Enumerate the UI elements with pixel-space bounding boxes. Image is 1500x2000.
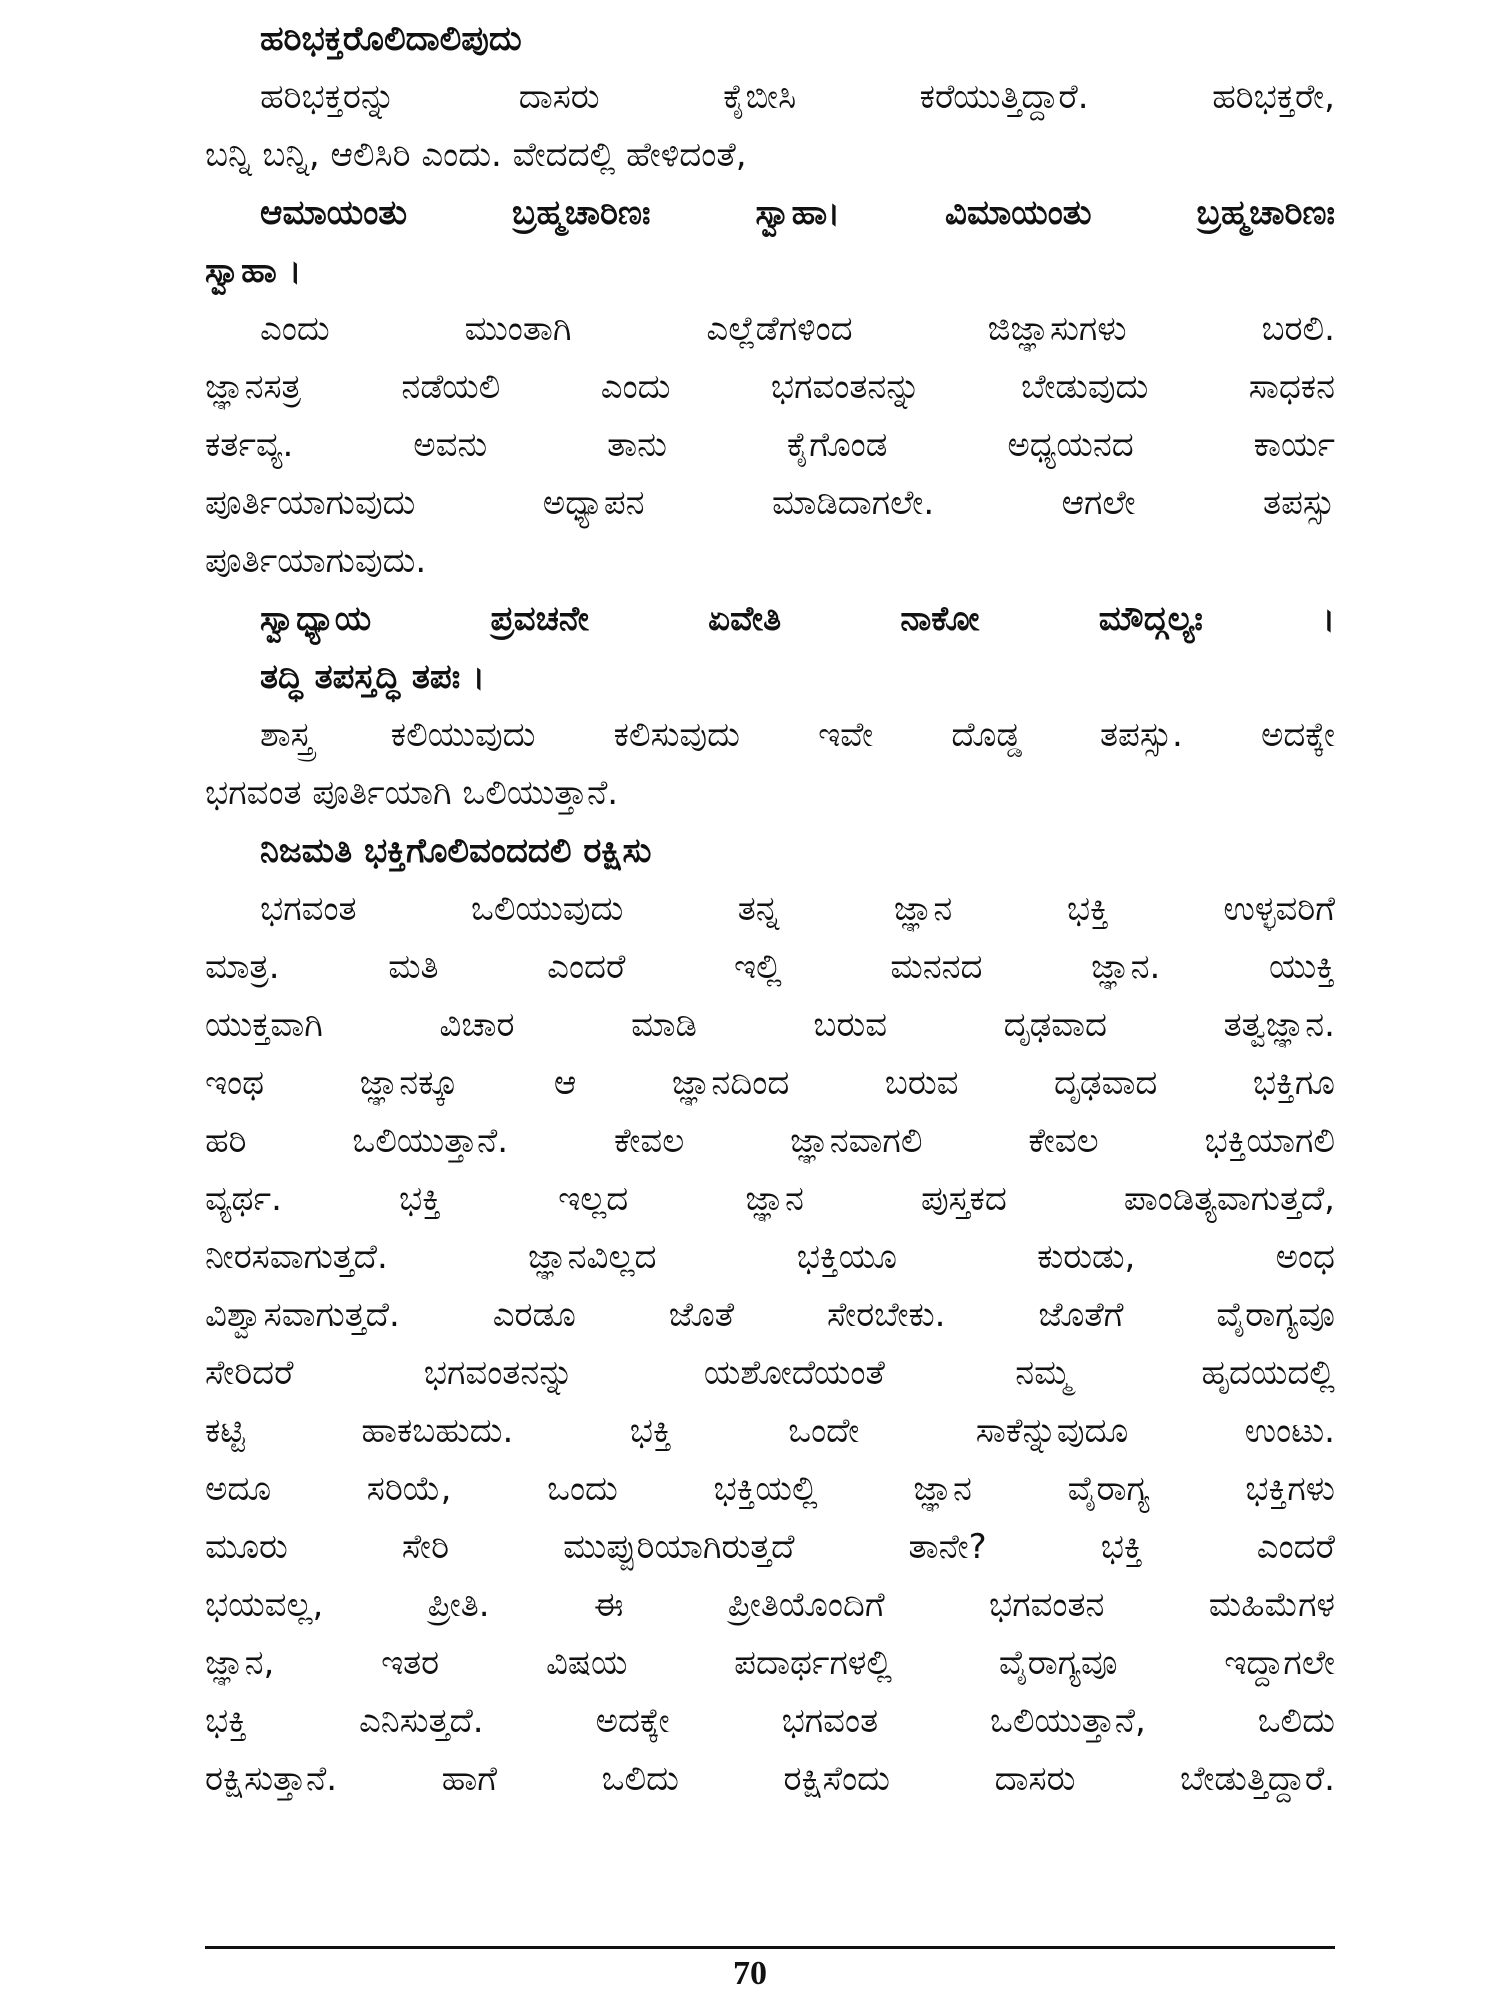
paragraph-line: ಕಟ್ಟಿ ಹಾಕಬಹುದು. ಭಕ್ತಿ ಒಂದೇ ಸಾಕೆನ್ನುವುದೂ ಉಂಟು. — [205, 1411, 1335, 1451]
paragraph-line: ಪೂರ್ತಿಯಾಗುವುದು ಅಧ್ಯಾಪನ ಮಾಡಿದಾಗಲೇ. ಆಗಲೇ ತಪಸ್ಸು — [205, 483, 1335, 523]
paragraph-line: ಸೇರಿದರೆ ಭಗವಂತನನ್ನು ಯಶೋದೆಯಂತೆ ನಮ್ಮ ಹೃದಯದಲ್ಲಿ — [205, 1353, 1335, 1393]
paragraph-line: ಯುಕ್ತವಾಗಿ ವಿಚಾರ ಮಾಡಿ ಬರುವ ದೃಢವಾದ ತತ್ವಜ್ಞಾನ. — [205, 1005, 1335, 1045]
verse-line: ಸ್ವಾಧ್ಯಾಯ ಪ್ರವಚನೇ ಏವೇತಿ ನಾಕೋ ಮೌದ್ಗಲ್ಯಃ । — [260, 599, 1335, 639]
paragraph-line: ಮಾತ್ರ. ಮತಿ ಎಂದರೆ ಇಲ್ಲಿ ಮನನದ ಜ್ಞಾನ. ಯುಕ್ತಿ — [205, 947, 1335, 987]
paragraph-line: ಭಕ್ತಿ ಎನಿಸುತ್ತದೆ. ಅದಕ್ಕೇ ಭಗವಂತ ಒಲಿಯುತ್ತಾನೆ, ಒಲಿದು — [205, 1701, 1335, 1741]
paragraph-line: ಎಂದು ಮುಂತಾಗಿ ಎಲ್ಲೆಡೆಗಳಿಂದ ಜಿಜ್ಞಾಸುಗಳು ಬರಲಿ. — [260, 309, 1335, 349]
heading-haribhaktarolidalipudu: ಹರಿಭಕ್ತರೊಲಿದಾಲಿಪುದು — [260, 19, 522, 59]
paragraph-line: ಮೂರು ಸೇರಿ ಮುಪ್ಪುರಿಯಾಗಿರುತ್ತದೆ ತಾನೇ? ಭಕ್ತಿ ಎಂದರೆ — [205, 1527, 1335, 1567]
paragraph-line: ನೀರಸವಾಗುತ್ತದೆ. ಜ್ಞಾನವಿಲ್ಲದ ಭಕ್ತಿಯೂ ಕುರುಡು, ಅಂಧ — [205, 1237, 1335, 1277]
paragraph-line: ಹರಿಭಕ್ತರನ್ನು ದಾಸರು ಕೈಬೀಸಿ ಕರೆಯುತ್ತಿದ್ದಾರೆ. ಹರಿಭಕ್ತರೇ, — [260, 77, 1335, 117]
paragraph-line: ಅದೂ ಸರಿಯೆ, ಒಂದು ಭಕ್ತಿಯಲ್ಲಿ ಜ್ಞಾನ ವೈರಾಗ್ಯ ಭಕ್ತಿಗಳು — [205, 1469, 1335, 1509]
verse-line: ಸ್ವಾಹಾ । — [205, 251, 302, 291]
paragraph-line: ರಕ್ಷಿಸುತ್ತಾನೆ. ಹಾಗೆ ಒಲಿದು ರಕ್ಷಿಸೆಂದು ದಾಸರು ಬೇಡುತ್ತಿದ್ದಾರೆ. — [205, 1759, 1335, 1799]
paragraph-line: ಶಾಸ್ತ್ರ ಕಲಿಯುವುದು ಕಲಿಸುವುದು ಇವೇ ದೊಡ್ಡ ತಪಸ್ಸು. ಅದಕ್ಕೇ — [260, 715, 1335, 755]
paragraph-line: ಕರ್ತವ್ಯ. ಅವನು ತಾನು ಕೈಗೊಂಡ ಅಧ್ಯಯನದ ಕಾರ್ಯ — [205, 425, 1335, 465]
paragraph-line: ವಿಶ್ವಾಸವಾಗುತ್ತದೆ. ಎರಡೂ ಜೊತೆ ಸೇರಬೇಕು. ಜೊತೆಗೆ ವೈರಾಗ್ಯವೂ — [205, 1295, 1335, 1335]
verse-line: ತದ್ಧಿ ತಪಸ್ತದ್ಧಿ ತಪಃ । — [260, 657, 485, 697]
heading-nijamati-bhaktigolivandadali-rakshisu: ನಿಜಮತಿ ಭಕ್ತಿಗೊಲಿವಂದದಲಿ ರಕ್ಷಿಸು — [260, 831, 652, 871]
paragraph-line: ಜ್ಞಾನ, ಇತರ ವಿಷಯ ಪದಾರ್ಥಗಳಲ್ಲಿ ವೈರಾಗ್ಯವೂ ಇದ್ದಾಗಲೇ — [205, 1643, 1335, 1683]
page-number: 70 — [733, 1955, 767, 1992]
paragraph-line: ಬನ್ನಿ ಬನ್ನಿ, ಆಲಿಸಿರಿ ಎಂದು. ವೇದದಲ್ಲಿ ಹೇಳಿದಂತೆ, — [205, 135, 747, 175]
paragraph-line: ಭಗವಂತ ಪೂರ್ತಿಯಾಗಿ ಒಲಿಯುತ್ತಾನೆ. — [205, 773, 619, 813]
page-body — [205, 10, 1335, 1808]
paragraph-line: ಹರಿ ಒಲಿಯುತ್ತಾನೆ. ಕೇವಲ ಜ್ಞಾನವಾಗಲಿ ಕೇವಲ ಭಕ್ತಿಯಾಗಲಿ — [205, 1121, 1335, 1161]
paragraph-line: ಪೂರ್ತಿಯಾಗುವುದು. — [205, 541, 427, 581]
paragraph-line: ಭಯವಲ್ಲ, ಪ್ರೀತಿ. ಈ ಪ್ರೀತಿಯೊಂದಿಗೆ ಭಗವಂತನ ಮಹಿಮೆಗಳ — [205, 1585, 1335, 1625]
footer-divider — [205, 1946, 1335, 1949]
paragraph-line: ಭಗವಂತ ಒಲಿಯುವುದು ತನ್ನ ಜ್ಞಾನ ಭಕ್ತಿ ಉಳ್ಳವರಿಗೆ — [260, 889, 1335, 929]
paragraph-line: ಇಂಥ ಜ್ಞಾನಕ್ಕೂ ಆ ಜ್ಞಾನದಿಂದ ಬರುವ ದೃಢವಾದ ಭಕ್ತಿಗೂ — [205, 1063, 1335, 1103]
verse-line: ಆಮಾಯಂತು ಬ್ರಹ್ಮಚಾರಿಣಃ ಸ್ವಾಹಾ। ವಿಮಾಯಂತು ಬ್ರಹ್ಮಚಾರಿಣಃ — [260, 193, 1335, 233]
paragraph-line: ಜ್ಞಾನಸತ್ರ ನಡೆಯಲಿ ಎಂದು ಭಗವಂತನನ್ನು ಬೇಡುವುದು ಸಾಧಕನ — [205, 367, 1335, 407]
paragraph-line: ವ್ಯರ್ಥ. ಭಕ್ತಿ ಇಲ್ಲದ ಜ್ಞಾನ ಪುಸ್ತಕದ ಪಾಂಡಿತ್ಯವಾಗುತ್ತದೆ, — [205, 1179, 1335, 1219]
